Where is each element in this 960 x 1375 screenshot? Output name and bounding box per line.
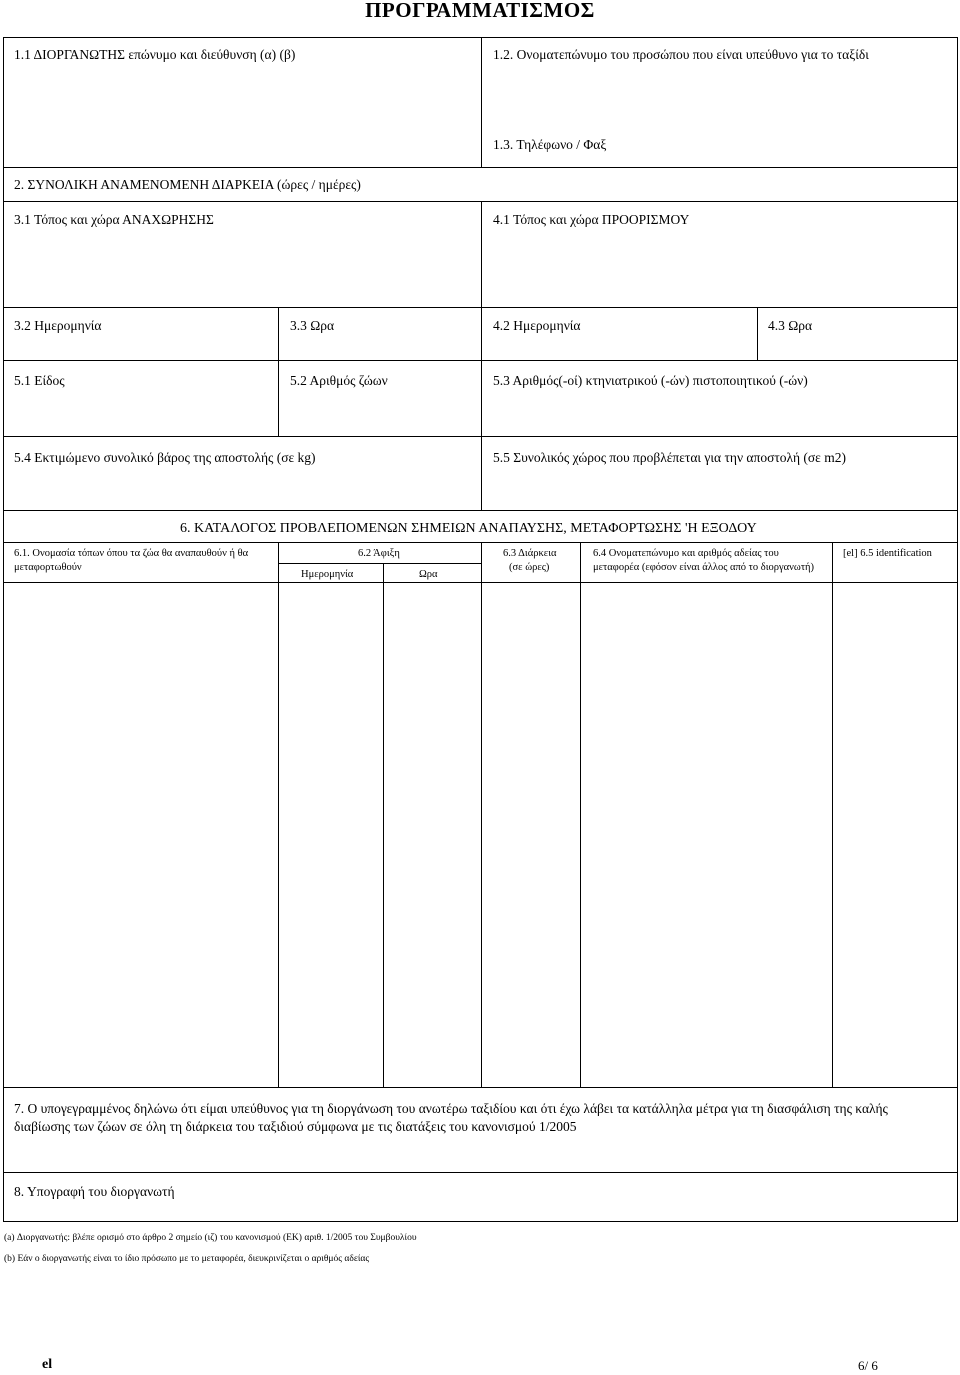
vet-certificates-label: 5.3 Αριθμός(-οί) κτηνιατρικού (-ών) πιστοποιητικού (-ών) — [493, 373, 808, 388]
places-column-header-cont: μεταφορτωθούν — [14, 562, 82, 573]
arrival-date-label: 4.2 Ημερομηνία — [493, 318, 581, 333]
arrival-time-label: 4.3 Ωρα — [768, 318, 813, 333]
organiser-signature-label: 8. Υπογραφή του διοργανωτή — [14, 1184, 175, 1199]
arrival-time-subheader: Ωρα — [419, 569, 438, 580]
departure-time-label: 3.3 Ωρα — [290, 318, 335, 333]
identification-column-header: [el] 6.5 identification — [843, 548, 932, 559]
transporter-column-header: 6.4 Ονοματεπώνυμο και αριθμός αδείας του — [593, 548, 779, 559]
departure-place-label: 3.1 Τόπος και χώρα ΑΝΑΧΩΡΗΣΗΣ — [14, 212, 214, 227]
places-column-header: 6.1. Ονομασία τόπων όπου τα ζώα θα αναπαυθούν ή θα — [14, 548, 249, 559]
total-space-label: 5.5 Συνολικός χώρος που προβλέπεται για την αποστολή (σε m2) — [493, 450, 846, 465]
arrival-date-subheader: Ημερομηνία — [301, 569, 354, 580]
footnote-b: (b) Εάν ο διοργανωτής είναι το ίδιο πρόσωπο με το μεταφορέα, διευκρινίζεται ο αριθμός αδείας — [4, 1254, 370, 1264]
organiser-label: 1.1 ΔΙΟΡΓΑΝΩΤΗΣ επώνυμο και διεύθυνση (α) (β) — [14, 47, 296, 62]
page-number: 6/ 6 — [858, 1358, 878, 1373]
phone-fax-label: 1.3. Τηλέφωνο / Φαξ — [493, 137, 607, 152]
duration-column-header: 6.3 Διάρκεια — [503, 548, 557, 559]
estimated-weight-label: 5.4 Εκτιμώμενο συνολικό βάρος της αποστολής (σε kg) — [14, 450, 316, 465]
form-title: ΠΡΟΓΡΑΜΜΑΤΙΣΜΟΣ — [365, 0, 595, 22]
destination-place-label: 4.1 Τόπος και χώρα ΠΡΟΟΡΙΣΜΟΥ — [493, 212, 690, 227]
species-label: 5.1 Είδος — [14, 373, 65, 388]
responsible-person-label: 1.2. Ονοματεπώνυμο του προσώπου που είναι υπεύθυνο για το ταξίδι — [493, 47, 869, 62]
signature-field[interactable] — [200, 1180, 940, 1218]
departure-date-label: 3.2 Ημερομηνία — [14, 318, 102, 333]
total-duration-label: 2. ΣΥΝΟΛΙΚΗ ΑΝΑΜΕΝΟΜΕΝΗ ΔΙΑΡΚΕΙΑ (ώρες / ημέρες) — [14, 177, 361, 192]
footnote-a: (a) Διοργανωτής: βλέπε ορισμό στο άρθρο 2 σημείο (ιζ) του κανονισμού (ΕΚ) αριθ. 1/2005 του Συμβουλίου — [4, 1233, 417, 1243]
arrival-column-header: 6.2 Άφιξη — [358, 548, 400, 559]
organiser-declaration: 7. Ο υπογεγραμμένος δηλώνω ότι είμαι υπεύθυνος για τη διοργάνωση του ανωτέρω ταξιδίου και ότι έχω λάβει τα κατάλληλα μέτρα για τη διασφάλιση της καλής διαβίωσης των ζώων σε όλη τη διάρκεια του ταξιδιού σύμφωνα με τις διατάξεις του κανονισμού 1/2005 — [14, 1101, 888, 1134]
animal-count-label: 5.2 Αριθμός ζώων — [290, 373, 388, 388]
rest-points-table-body[interactable] — [4, 583, 957, 1087]
rest-points-heading: 6. ΚΑΤΑΛΟΓΟΣ ΠΡΟΒΛΕΠΟΜΕΝΩΝ ΣΗΜΕΙΩΝ ΑΝΑΠΑΥΣΗΣ, ΜΕΤΑΦΟΡΤΩΣΗΣ 'Η ΕΞΟΔΟΥ — [180, 521, 757, 536]
duration-column-header-cont: (σε ώρες) — [509, 562, 550, 573]
language-code: el — [42, 1357, 53, 1372]
transporter-column-header-cont: μεταφορέα (εφόσον είναι άλλος από το διοργανωτή) — [593, 562, 815, 573]
